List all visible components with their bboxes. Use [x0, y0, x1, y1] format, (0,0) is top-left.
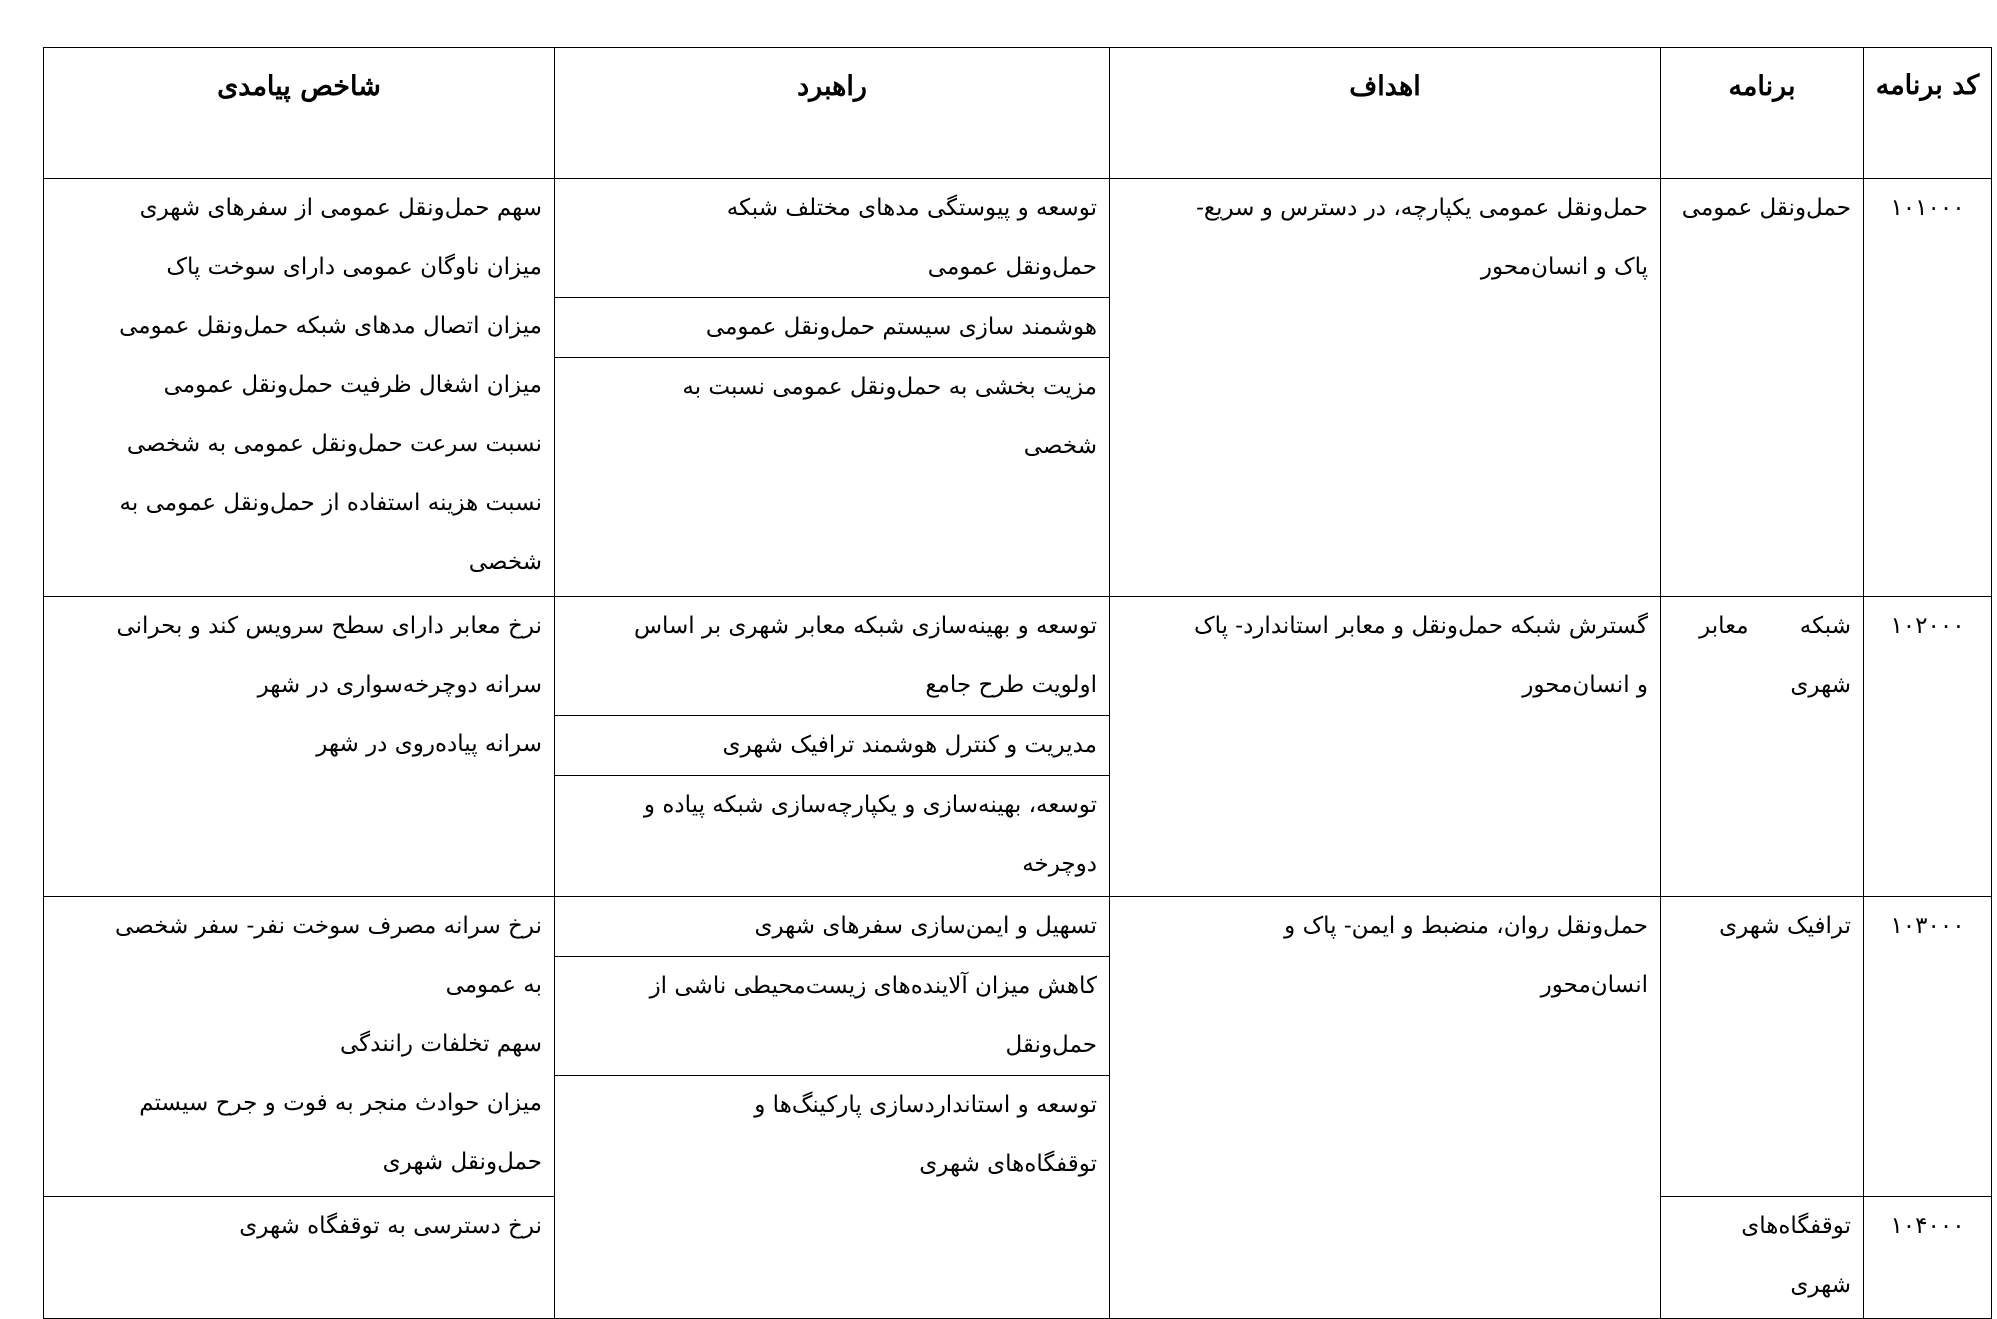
program-indicators: [44, 179, 555, 597]
goal-line: حمل‌ونقل عمومی یکپارچه، در دسترس و سریع-: [1196, 195, 1648, 221]
header-row: [44, 48, 1992, 179]
program-strategies: [555, 179, 1110, 597]
indicator-line: به عمومی: [445, 972, 542, 998]
header-strategy: راهبرد: [555, 48, 1110, 179]
indicator-line: سهم تخلفات رانندگی: [340, 1031, 542, 1057]
goal-line: پاک و انسان‌محور: [1480, 254, 1648, 280]
strategy-item: توسعه، بهینه‌سازی و یکپارچه‌سازی شبکه پیاده و دوچرخه: [643, 792, 1097, 877]
header-indicator: شاخص پیامدی: [44, 48, 555, 179]
program-strategies: [555, 897, 1110, 1319]
program-indicators: [44, 1197, 555, 1319]
header-code: کد برنامه: [1864, 48, 1992, 179]
indicator-line: میزان اشغال ظرفیت حمل‌ونقل عمومی: [163, 372, 542, 398]
strategy-item: هوشمند سازی سیستم حمل‌ونقل عمومی: [555, 298, 1109, 358]
strategy-item: تسهیل و ایمن‌سازی سفرهای شهری: [555, 897, 1109, 957]
goal-line: انسان‌محور: [1540, 972, 1648, 998]
strategy-item: کاهش میزان آلاینده‌های زیست‌محیطی ناشی از حمل‌ونقل: [555, 957, 1109, 1076]
goal-line: و انسان‌محور: [1522, 672, 1648, 698]
strategy-item: توسعه و بهینه‌سازی شبکه معابر شهری بر اساس اولویت طرح جامع: [555, 597, 1109, 716]
goal-line: گسترش شبکه حمل‌ونقل و معابر استاندارد- پاک: [1194, 613, 1648, 639]
strategy-item: توسعه و استانداردسازی پارکینگ‌ها و توقفگاه‌های شهری: [754, 1092, 1097, 1177]
program-indicators: [44, 597, 555, 897]
program-code: ۱۰۳۰۰۰: [1864, 897, 1992, 1197]
indicator-line: میزان ناوگان عمومی دارای سوخت پاک: [166, 254, 542, 280]
indicator-line: نسبت سرعت حمل‌ونقل عمومی به شخصی: [126, 431, 542, 457]
header-goals: اهداف: [1110, 48, 1661, 179]
strategy-item: توسعه و پیوستگی مدهای مختلف شبکه حمل‌ونقل عمومی: [555, 179, 1109, 298]
indicator-line: نرخ سرانه مصرف سوخت نفر- سفر شخصی: [115, 913, 542, 939]
program-name: ترافیک شهری: [1661, 897, 1864, 1197]
program-goals: [1110, 897, 1661, 1319]
indicator-line: سرانه دوچرخه‌سواری در شهر: [257, 672, 542, 698]
indicator-line: سرانه پیاده‌روی در شهر: [316, 731, 542, 757]
program-code: ۱۰۴۰۰۰: [1864, 1197, 1992, 1319]
goal-line: حمل‌ونقل روان، منضبط و ایمن- پاک و: [1284, 913, 1648, 939]
program-strategies: [555, 597, 1110, 897]
indicator-line: میزان اتصال مدهای شبکه حمل‌ونقل عمومی: [119, 313, 542, 339]
indicator-line: شخصی: [468, 549, 542, 575]
program-table: [43, 47, 1992, 1319]
strategy-item: مزیت بخشی به حمل‌ونقل عمومی نسبت به شخصی: [682, 374, 1097, 459]
program-name: حمل‌ونقل عمومی: [1661, 179, 1864, 597]
table-row: [44, 897, 1992, 1197]
program-goals: [1110, 179, 1661, 597]
program-indicators: [44, 897, 555, 1197]
indicator-line: نرخ دسترسی به توقفگاه شهری: [239, 1213, 542, 1239]
indicator-line: میزان حوادث منجر به فوت و جرح سیستم: [139, 1090, 542, 1116]
strategy-item: مدیریت و کنترل هوشمند ترافیک شهری: [555, 716, 1109, 776]
indicator-line: حمل‌ونقل شهری: [382, 1149, 542, 1175]
program-goals: [1110, 597, 1661, 897]
table-row: [44, 179, 1992, 597]
program-name: توقفگاه‌های شهری: [1661, 1197, 1864, 1319]
indicator-line: نرخ معابر دارای سطح سرویس کند و بحرانی: [116, 613, 542, 639]
indicator-line: سهم حمل‌ونقل عمومی از سفرهای شهری: [139, 195, 542, 221]
program-code: ۱۰۲۰۰۰: [1864, 597, 1992, 897]
header-program: برنامه: [1661, 48, 1864, 179]
program-name: شبکه معابر شهری: [1661, 597, 1864, 897]
indicator-line: نسبت هزینه استفاده از حمل‌ونقل عمومی به: [119, 490, 542, 516]
table-row: [44, 597, 1992, 897]
program-code: ۱۰۱۰۰۰: [1864, 179, 1992, 597]
